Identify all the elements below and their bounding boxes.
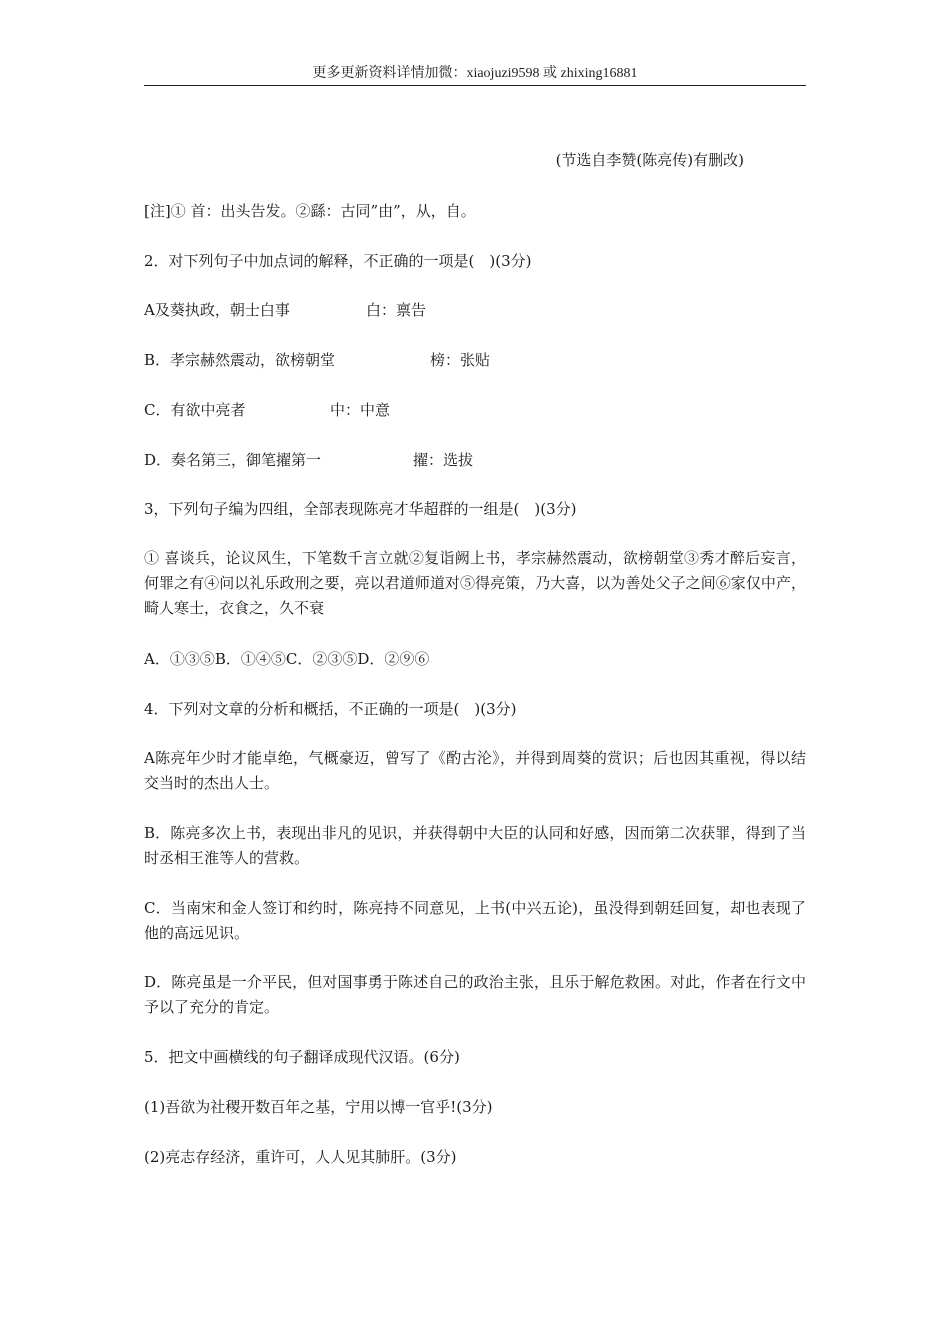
q2-option-b: B．孝宗赫然震动，欲榜朝堂	[144, 351, 336, 369]
q4-stem: 4．下列对文章的分析和概括，不正确的一项是( )(3分)	[144, 700, 517, 718]
annotation: [注]① 首：出头告发。②繇：古同”由”，从，自。	[144, 202, 476, 220]
q2-option-d: D．奏名第三，御笔擢第一	[144, 451, 322, 469]
q5-item-2: (2)亮志存经济，重许可，人人见其肺肝。(3分)	[144, 1148, 457, 1166]
q5-stem: 5．把文中画横线的句子翻译成现代汉语。(6分)	[144, 1048, 460, 1066]
q3-body: ① 喜谈兵，论议风生，下笔数千言立就②复诣阙上书，孝宗赫然震动，欲榜朝堂③秀才醉后妄言，何罪之有④问以礼乐政刑之要，亮以君道师道对⑤得亮策，乃大喜，以为善处父子之间⑥家仅中产，畸人寒士，衣食之，久不衰	[144, 549, 806, 617]
q4-option-d: D．陈亮虽是一介平民，但对国事勇于陈述自己的政治主张，且乐于解危救困。对此，作者在行文中予以了充分的肯定。	[144, 973, 806, 1016]
source-note: (节选自李赞(陈亮传)有删改)	[555, 151, 744, 169]
q2-option-a-gloss: 白：禀告	[366, 301, 427, 319]
page-header: 更多更新资料详情加微：xiaojuzi9598 或 zhixing16881	[312, 66, 638, 81]
q3-stem: 3，下列句子编为四组，全部表现陈亮才华超群的一组是( )(3分)	[144, 500, 577, 518]
q2-option-c: C．有欲中亮者	[144, 401, 246, 419]
q2-stem: 2．对下列句子中加点词的解释，不正确的一项是( )(3分)	[144, 252, 532, 270]
q5-item-1: (1)吾欲为社稷开数百年之基，宁用以博一官乎!(3分)	[144, 1098, 493, 1116]
q4-option-c: C．当南宋和金人签订和约时，陈亮持不同意见，上书(中兴五论)，虽没得到朝廷回复，却也表现了他的高远见识。	[144, 899, 806, 942]
q4-option-b: B．陈亮多次上书，表现出非凡的见识，并获得朝中大臣的认同和好感，因而第二次获罪，得到了当时丞相王淮等人的营救。	[144, 824, 806, 867]
q3-options: A．①③⑤B．①④⑤C．②③⑤D．②⑨⑥	[144, 650, 430, 668]
q2-option-c-gloss: 中：中意	[330, 401, 391, 419]
q2-option-d-gloss: 擢：选拔	[413, 451, 474, 469]
q2-option-a: A及葵执政，朝士白事	[144, 301, 290, 319]
q4-option-a: A陈亮年少时才能卓绝，气概豪迈，曾写了《酌古沦》，并得到周葵的赏识；后也因其重视，得以结交当时的杰出人士。	[144, 749, 806, 792]
q2-option-b-gloss: 榜：张贴	[430, 351, 491, 369]
header-rule	[144, 85, 806, 86]
